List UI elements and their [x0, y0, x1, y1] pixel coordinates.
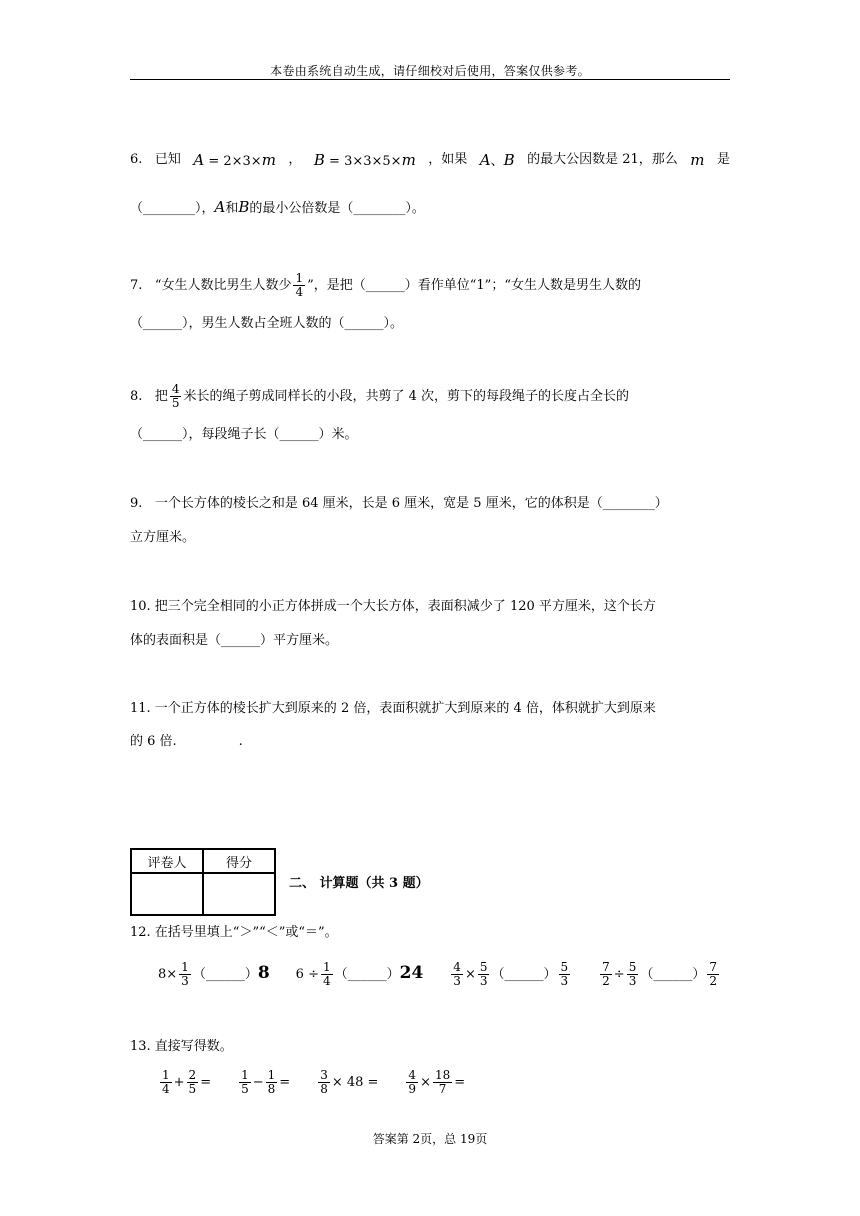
question-12-expressions — [158, 954, 721, 994]
q12-blank-2[interactable]: （______） — [334, 966, 400, 982]
score-table-grader-cell[interactable] — [131, 873, 203, 915]
q7-fraction: $\frac{1}{4}$ — [295, 271, 304, 299]
question-9-line-2: 立方厘米。 — [130, 530, 196, 545]
q13-expr-2: $\frac{1}{5}$ − $\frac{1}{8}$ = — [241, 1067, 291, 1096]
question-12-prompt: 12. 在括号里填上“＞”“＜”或“＝”。 — [130, 925, 338, 940]
question-11-line-1: 11. 一个正方体的棱长扩大到原来的 2 倍，表面积就扩大到原来的 4 倍，体积就扩大到原来 — [130, 701, 656, 716]
q9-number: 9. — [130, 496, 143, 511]
q6-vars: A、B — [479, 151, 515, 169]
score-table-score-header: 得分 — [203, 849, 275, 873]
q12-expr-2: 6 ÷ $\frac{1}{4}$ （______）24 — [295, 959, 424, 988]
page-footer: 答案第 2页，总 19页 — [372, 1132, 488, 1146]
q13-expr-1: $\frac{1}{4}$ + $\frac{2}{5}$ = — [162, 1067, 212, 1096]
header-divider — [130, 79, 730, 80]
q6-blank-2: 的最小公倍数是（________）。 — [249, 201, 425, 216]
question-7-line-2: （______），男生人数占全班人数的（______）。 — [130, 316, 404, 331]
question-6-line-2: （________），A和B的最小公倍数是（________）。 — [130, 198, 425, 216]
q12-expr-3: $\frac{4}{3}$ × $\frac{5}{3}$ （______） $\frac{5}{3}$ — [453, 959, 569, 988]
q6-formula-b: B = 3×3×5×m — [313, 151, 416, 169]
score-table-grader-header: 评卷人 — [131, 849, 203, 873]
q6-blank-1[interactable]: （________）， — [130, 201, 215, 216]
q8-number: 8. — [130, 389, 143, 404]
q12-blank-3[interactable]: （______） — [491, 966, 557, 982]
question-10-line-1: 10. 把三个完全相同的小正方体拼成一个大长方体，表面积减少了 120 平方厘米，这个长方 — [130, 599, 656, 614]
question-10-line-2: 体的表面积是（______）平方厘米。 — [130, 633, 339, 648]
question-6-line-1: 6. 已知 A = 2×3×m ， B = 3×3×5×m ，如果 A、B 的最大公因数是 21，那么 m 是 — [130, 151, 730, 169]
q12-expr-4: $\frac{7}{2}$ ÷ $\frac{5}{3}$ （______） $\frac{7}{2}$ — [602, 959, 717, 988]
question-11-line-2: 的 6 倍. . — [130, 734, 243, 749]
score-table — [130, 848, 276, 916]
question-8-line-2: （______），每段绳子长（______）米。 — [130, 427, 358, 442]
section-2-title: 二、 计算题（共 3 题） — [289, 876, 429, 891]
score-table-score-cell[interactable] — [203, 873, 275, 915]
question-7-line-1: 7. “女生人数比男生人数少 $\frac{1}{4}$ ”，是把（______）看作单位“1”；“女生人数是男生人数的 — [130, 271, 641, 299]
question-8-line-1: 8. 把 $\frac{4}{5}$ 米长的绳子剪成同样长的小段，共剪了 4 次，剪下的每段绳子的长度占全长的 — [130, 382, 630, 410]
question-9-line-1: 9. 一个长方体的棱长之和是 64 厘米，长是 6 厘米，宽是 5 厘米，它的体积是（________） — [130, 496, 668, 511]
q7-number: 7. — [130, 278, 143, 293]
q6-intro: 已知 — [154, 152, 181, 167]
q13-expr-3: $\frac{3}{8}$ × 48 = — [320, 1067, 379, 1096]
q12-expr-1: 8× $\frac{1}{3}$ （______）8 — [158, 959, 270, 988]
question-13-prompt: 13. 直接写得数。 — [130, 1039, 233, 1054]
page-header: 本卷由系统自动生成，请仔细校对后使用，答案仅供参考。 — [270, 64, 590, 78]
q12-blank-1[interactable]: （______） — [192, 966, 258, 982]
q6-number: 6. — [130, 152, 143, 167]
q8-fraction: $\frac{4}{5}$ — [171, 382, 180, 410]
question-13-expressions — [158, 1062, 465, 1102]
q13-expr-4: $\frac{4}{9}$ × $\frac{18}{7}$ = — [408, 1067, 466, 1096]
q6-formula-a: A = 2×3×m — [193, 151, 276, 169]
q12-blank-4[interactable]: （______） — [640, 966, 706, 982]
